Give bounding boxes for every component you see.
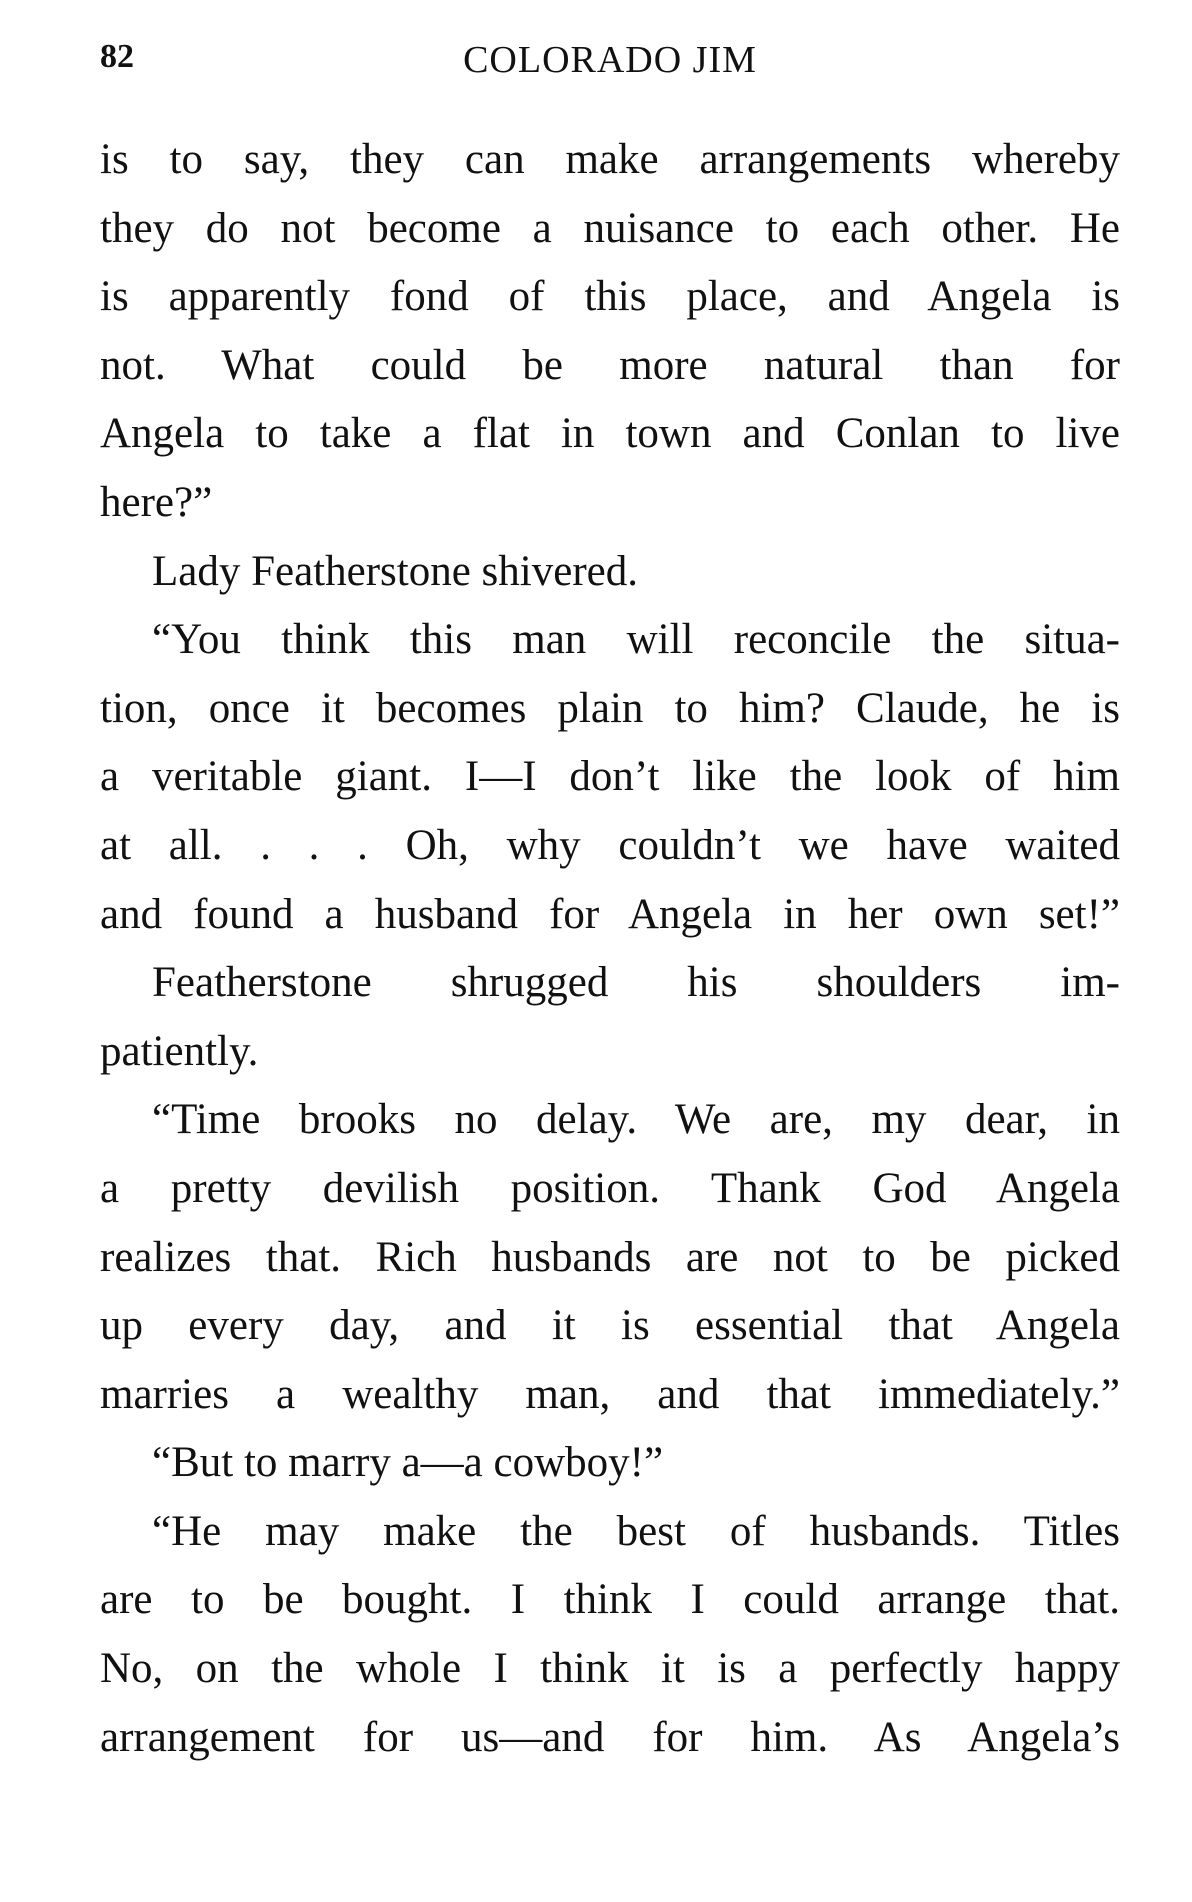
page-number: 82 bbox=[100, 38, 134, 75]
text-line: up every day, and it is essential that Angela bbox=[100, 1302, 1120, 1350]
text-line: here?” bbox=[100, 478, 213, 526]
book-title: COLORADO JIM bbox=[463, 39, 757, 81]
text-line: marries a wealthy man, and that immediately.” bbox=[100, 1370, 1120, 1418]
paragraph-start-line: “Time brooks no delay. We are, my dear, in bbox=[152, 1096, 1120, 1144]
text-line: a veritable giant. I—I don’t like the look of him bbox=[100, 753, 1120, 801]
running-head bbox=[100, 38, 1120, 88]
paragraph-start-line: “He may make the best of husbands. Titles bbox=[152, 1507, 1120, 1555]
text-line: and found a husband for Angela in her own set!” bbox=[100, 890, 1120, 938]
text-line: is to say, they can make arrangements whereby bbox=[100, 136, 1120, 183]
body-text bbox=[100, 126, 1120, 1772]
paragraph-start-line: Lady Featherstone shivered. bbox=[152, 547, 638, 595]
text-line: realizes that. Rich husbands are not to be picked bbox=[100, 1233, 1120, 1281]
paragraph-start-line: Featherstone shrugged his shoulders im- bbox=[152, 959, 1120, 1007]
text-line: Angela to take a flat in town and Conlan to live bbox=[100, 410, 1120, 458]
text-line: at all. . . . Oh, why couldn’t we have waited bbox=[100, 821, 1120, 869]
text-line: a pretty devilish position. Thank God Angela bbox=[100, 1164, 1120, 1212]
paragraph-start-line: “But to marry a—a cowboy!” bbox=[152, 1439, 664, 1487]
text-line: tion, once it becomes plain to him? Claude, he is bbox=[100, 684, 1120, 732]
text-line: is apparently fond of this place, and Angela is bbox=[100, 273, 1120, 321]
text-line: patiently. bbox=[100, 1027, 259, 1075]
text-line: they do not become a nuisance to each other. He bbox=[100, 204, 1120, 252]
text-line: No, on the whole I think it is a perfectly happy bbox=[100, 1645, 1120, 1693]
text-line: not. What could be more natural than for bbox=[100, 341, 1120, 389]
text-line: arrangement for us—and for him. As Angela’s bbox=[100, 1713, 1120, 1761]
text-line: are to be bought. I think I could arrange that. bbox=[100, 1576, 1120, 1624]
paragraph-start-line: “You think this man will reconcile the situa- bbox=[152, 616, 1120, 664]
